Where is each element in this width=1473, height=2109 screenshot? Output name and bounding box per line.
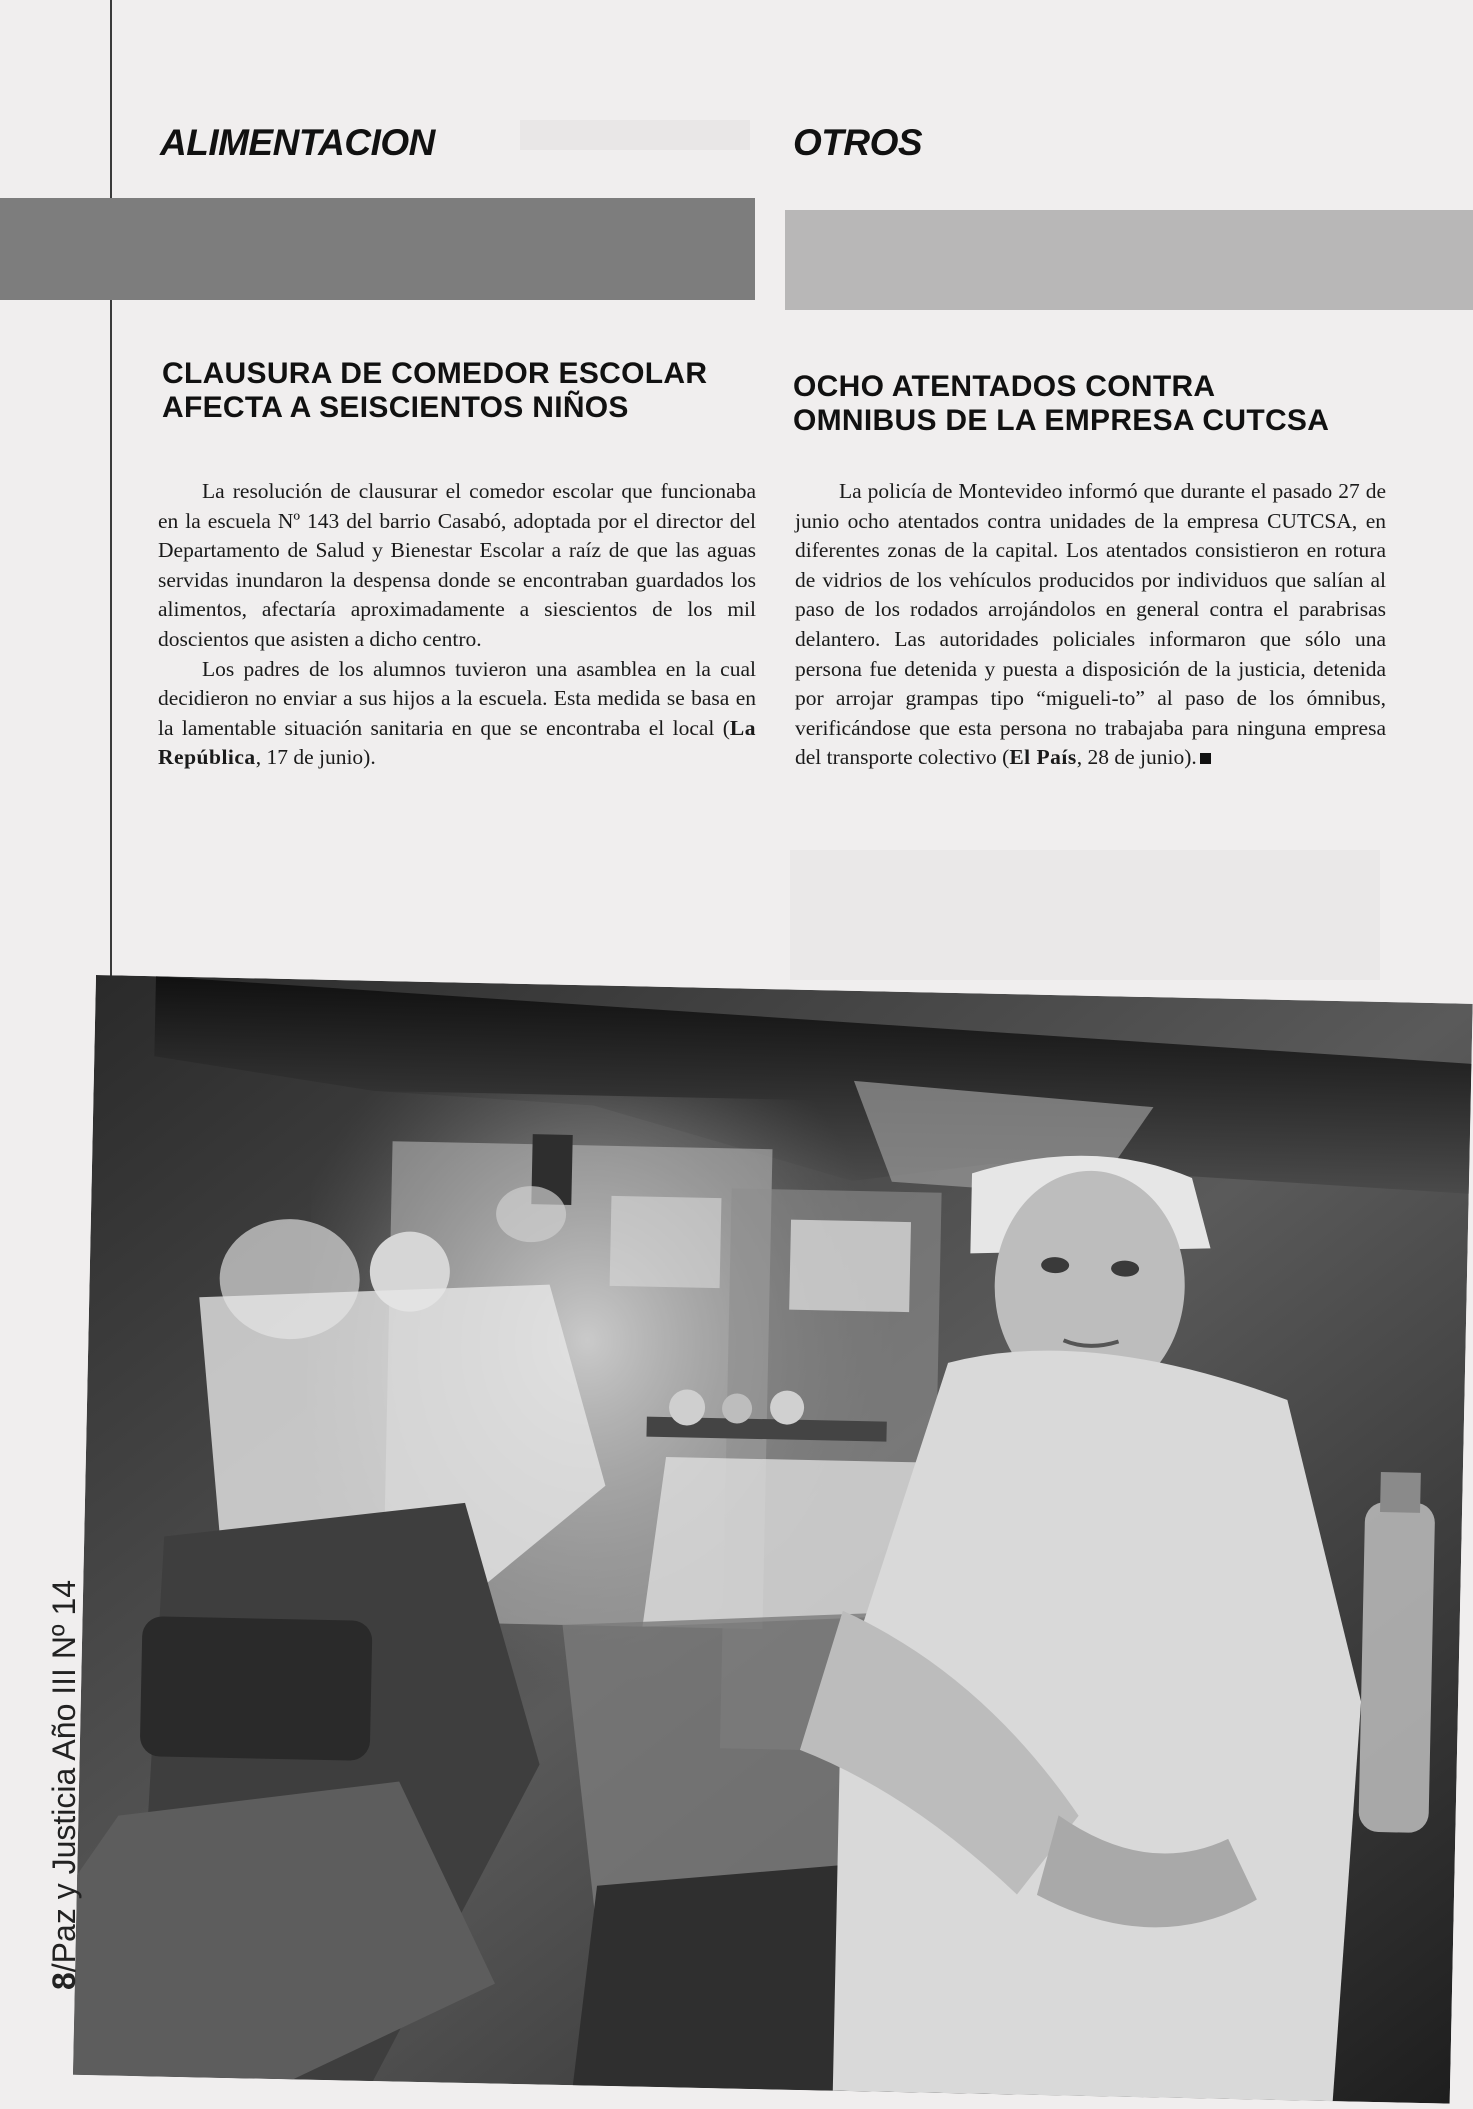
left-paragraph-1: La resolución de clausurar el comedor escolar que funcionaba en la escuela Nº 143 del barrio Casabó, adoptada por el director del Departamento de Salud y Bienestar Escolar a raíz de que las aguas servidas inundaron la despensa donde se encontraban guardados los alimentos, afectaría aproximadamente a siescientos de los mil doscientos que asisten a dicho centro. — [158, 479, 756, 651]
right-headline — [793, 370, 1329, 438]
right-paragraph-1: La policía de Montevideo informó que durante el pasado 27 de junio ocho atentados contra unidades de la empresa CUTCSA, en diferentes zonas de la capital. Los atentados consistieron en rotura de vidrios de los vehículos producidos por individuos que salían al paso de los rodados arrojándolos en general contra el parabrisas delantero. Las autoridades policiales informaron que sólo una persona fue detenida y puesta a disposición de la justicia, detenida por arrojar grampas tipo “migueli-to” al paso de los ómnibus, verificándose que esta persona no trabajaba para ninguna empresa del transporte colectivo (El País, 28 de junio). — [795, 479, 1386, 770]
bleed-band — [785, 210, 1473, 310]
article-photo — [73, 975, 1473, 2104]
left-headline-line1: CLAUSURA DE COMEDOR ESCOLAR — [162, 357, 708, 390]
left-headline — [162, 357, 707, 425]
footer-text — [46, 1580, 83, 1990]
page-number: 8 — [46, 1972, 82, 1990]
show-through-block — [790, 850, 1380, 980]
section-band — [0, 198, 755, 300]
left-article-body — [158, 477, 756, 773]
source-la-republica: La República — [158, 715, 756, 770]
left-paragraph-2: Los padres de los alumnos tuvieron una asamblea en la cual decidieron no enviar a sus hijos a la escuela. Esta medida se basa en la lamentable situación sanitaria en que se encontraba el local (La República, 17 de junio). — [158, 656, 756, 770]
right-headline-line1: OCHO ATENTADOS CONTRA — [793, 370, 1216, 403]
section-title-alimentacion: ALIMENTACION — [160, 122, 435, 163]
publication-info: /Paz y Justicia Año III Nº 14 — [46, 1579, 82, 1973]
source-el-pais: El País — [1009, 745, 1077, 770]
end-mark-icon — [1200, 753, 1211, 764]
page-footer — [46, 1579, 86, 2030]
show-through-block — [520, 120, 750, 150]
photo-image — [73, 975, 1473, 2104]
section-title-otros: OTROS — [793, 122, 923, 163]
left-headline-line2: AFECTA A SEISCIENTOS NIÑOS — [162, 391, 629, 424]
right-headline-line2: OMNIBUS DE LA EMPRESA CUTCSA — [793, 404, 1330, 437]
right-article-body — [795, 477, 1386, 773]
